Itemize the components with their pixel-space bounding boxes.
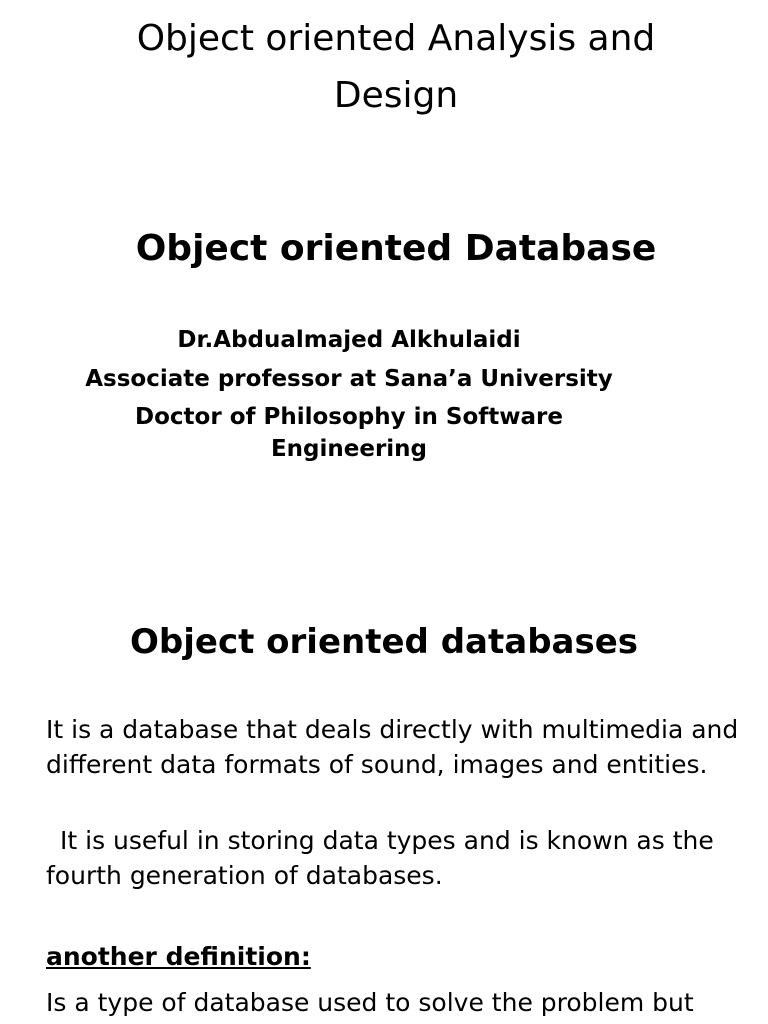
paragraph-another-definition: Is a type of database used to solve the problem but — [46, 988, 694, 1017]
author-degree-line-2: Engineering — [270, 436, 428, 462]
section-heading: Object oriented databases — [129, 622, 639, 662]
slide-subtitle: Object oriented Database — [135, 228, 657, 269]
author-name: Dr.Abdualmajed Alkhulaidi — [177, 327, 521, 353]
paragraph-definition: It is a database that deals directly with multimedia and different data formats of sound, images and entities. — [46, 715, 739, 779]
slide-title-line-2: Design — [333, 75, 459, 116]
author-position: Associate professor at Sana’a University — [85, 366, 613, 392]
paragraph-usefulness: It is useful in storing data types and is known as the fourth generation of databases. — [46, 826, 714, 890]
author-degree-line-1: Doctor of Philosophy in Software — [135, 404, 563, 430]
definition-heading: another definition: — [46, 942, 311, 971]
slide-title-line-1: Object oriented Analysis and — [136, 18, 656, 59]
